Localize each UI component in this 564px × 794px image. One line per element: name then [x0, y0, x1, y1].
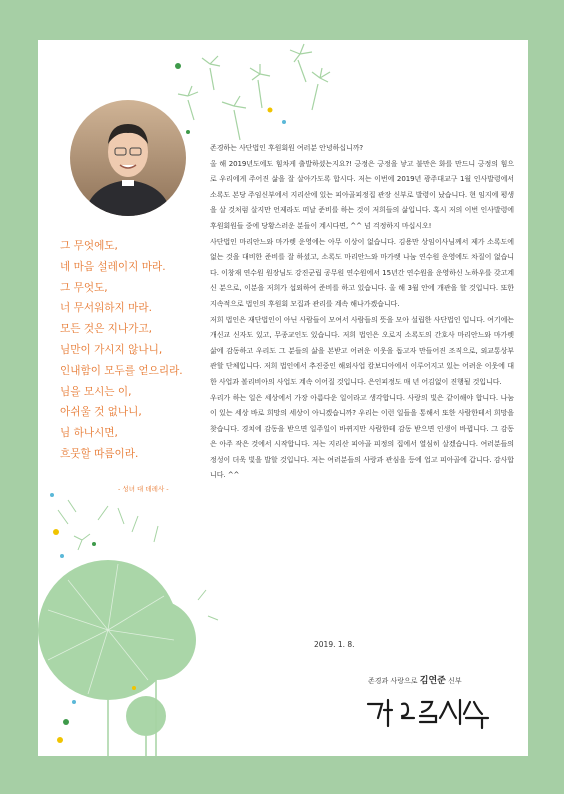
letter-date: 2019. 1. 8. [314, 640, 355, 649]
poem [60, 236, 218, 465]
letter-paragraph: 저희 법인은 재단법인이 아닌 사람들이 모여서 사람들의 뜻을 모아 설립한 사단법인 입니다. 여기에는 개신교 신자도 있고, 무종교인도 있습니다. 저희 법인은 오로지 소록도의 간호사 마리안느와 마가렛 삶에 감동하고 우리도 그 분들의 삶을 본받고 어려운 이웃을 돕고자 만들어진 조직으로, 외교통상부 관할 단체입니다. 저희 법인에서 추진중인 해외사업 캄보디아에서 이루어지고 있는 어려운 이웃에 대한 사업과 볼리비아의 사업도 계속 이어질 것입니다. 은인피정도 매 년 어김없이 진행될 것입니다. [210, 314, 514, 386]
sender-title: 신부 [448, 677, 462, 685]
letter-paragraph: 올 해 2019년도에도 힘차게 출발하셨는지요?! 긍정은 긍정을 낳고 불만은 화를 만드니 긍정의 힘으로 우리에게 주어진 삶을 잘 살아가도록 합시다. 저는 이번에 2019년 광주대교구 1월 인사발령에서 소록도 본당 주임신부에서 지리산에 있는 피아골피정집 관장 신부로 발령이 났습니다. 현 임지에 평생을 살 것처럼 살지만 언제라도 떠날 준비를 하는 것이 저희들의 삶입니다. 혹시 저의 이번 인사발령에 후원회원들 중에 당황스러운 분들이 계시다면, ^^ 넘 걱정하지 마십시오! [210, 158, 514, 230]
poem-line: 너 무서워하지 마라. [60, 302, 152, 315]
poem-line: 모든 것은 지나가고, [60, 323, 152, 336]
poem-line: 아쉬울 것 없나니, [60, 406, 142, 419]
closing-prefix: 존경과 사랑으로 [368, 677, 418, 685]
sender-name: 김연준 [419, 676, 446, 686]
priest-portrait [70, 100, 186, 216]
poem-line: 그 무엇도, [60, 281, 108, 294]
handwritten-signature [362, 692, 502, 732]
poem-line: 님만이 가시지 않나니, [60, 343, 163, 356]
letter-page [38, 40, 528, 756]
poem-line: 님 하나시면, [60, 427, 118, 440]
letter-body [210, 140, 514, 483]
letter-paragraph: 사단법인 마리안느와 마가렛 운영에는 아무 이상이 없습니다. 김용만 상임이사님께서 제가 소록도에 없는 것을 대비한 준비를 잘 하셨고, 소록도 마리안느와 마가렛 나눔 연수원 운영에도 차질이 없습니다. 이창재 연수원 원장님도 강진군립 공무원 연수원에서 15년간 연수원을 운영하신 노하우를 갖고계신 분으로, 이분을 저희가 섭외하여 준비를 하고 있습니다. 올 해 3월 안에 개관을 할 것입니다. 또한 지속적으로 법인의 후원회 모집과 관리를 계속 해나가겠습니다. [210, 236, 514, 308]
poem-line: 인내함이 모두를 얻으리라. [60, 364, 183, 377]
letter-paragraph: 우리가 하는 일은 세상에서 가장 아름다운 일이라고 생각합니다. 사랑의 빛은 같이해야 합니다. 나눔이 있는 세상 바로 희망의 세상이 아니겠습니까? 우리는 이런 일들을 통해서 또한 사람한테서 희망을 찾습니다. 경치에 감동을 받으면 일주일이 바뀌지만 사람한테 감동 받으면 인생이 바뀝니다. 그 감동은 아주 작은 것에서 시작합니다. 저는 지리산 피아골 피정의 집에서 열심히 살겠습니다. 여러분들의 정성이 더욱 빛을 발할 것입니다. 저는 여러분들의 사랑과 관심을 등에 업고 피아골에 갑니다. 감사합니다. ^^ [210, 392, 514, 480]
closing-line [368, 673, 462, 686]
poem-line: 그 무엇에도, [60, 240, 118, 252]
poem-line: 님을 모시는 이, [60, 385, 132, 398]
portrait-image [70, 100, 186, 216]
greeting: 존경하는 사단법인 후원회원 여러분 안녕하십니까? [210, 143, 364, 152]
poem-source: - 성녀 대 데레사 - [118, 485, 169, 493]
poem-line: 네 마음 설레이지 마라. [60, 260, 166, 273]
poem-line: 흐뭇할 따름이라. [60, 447, 139, 460]
